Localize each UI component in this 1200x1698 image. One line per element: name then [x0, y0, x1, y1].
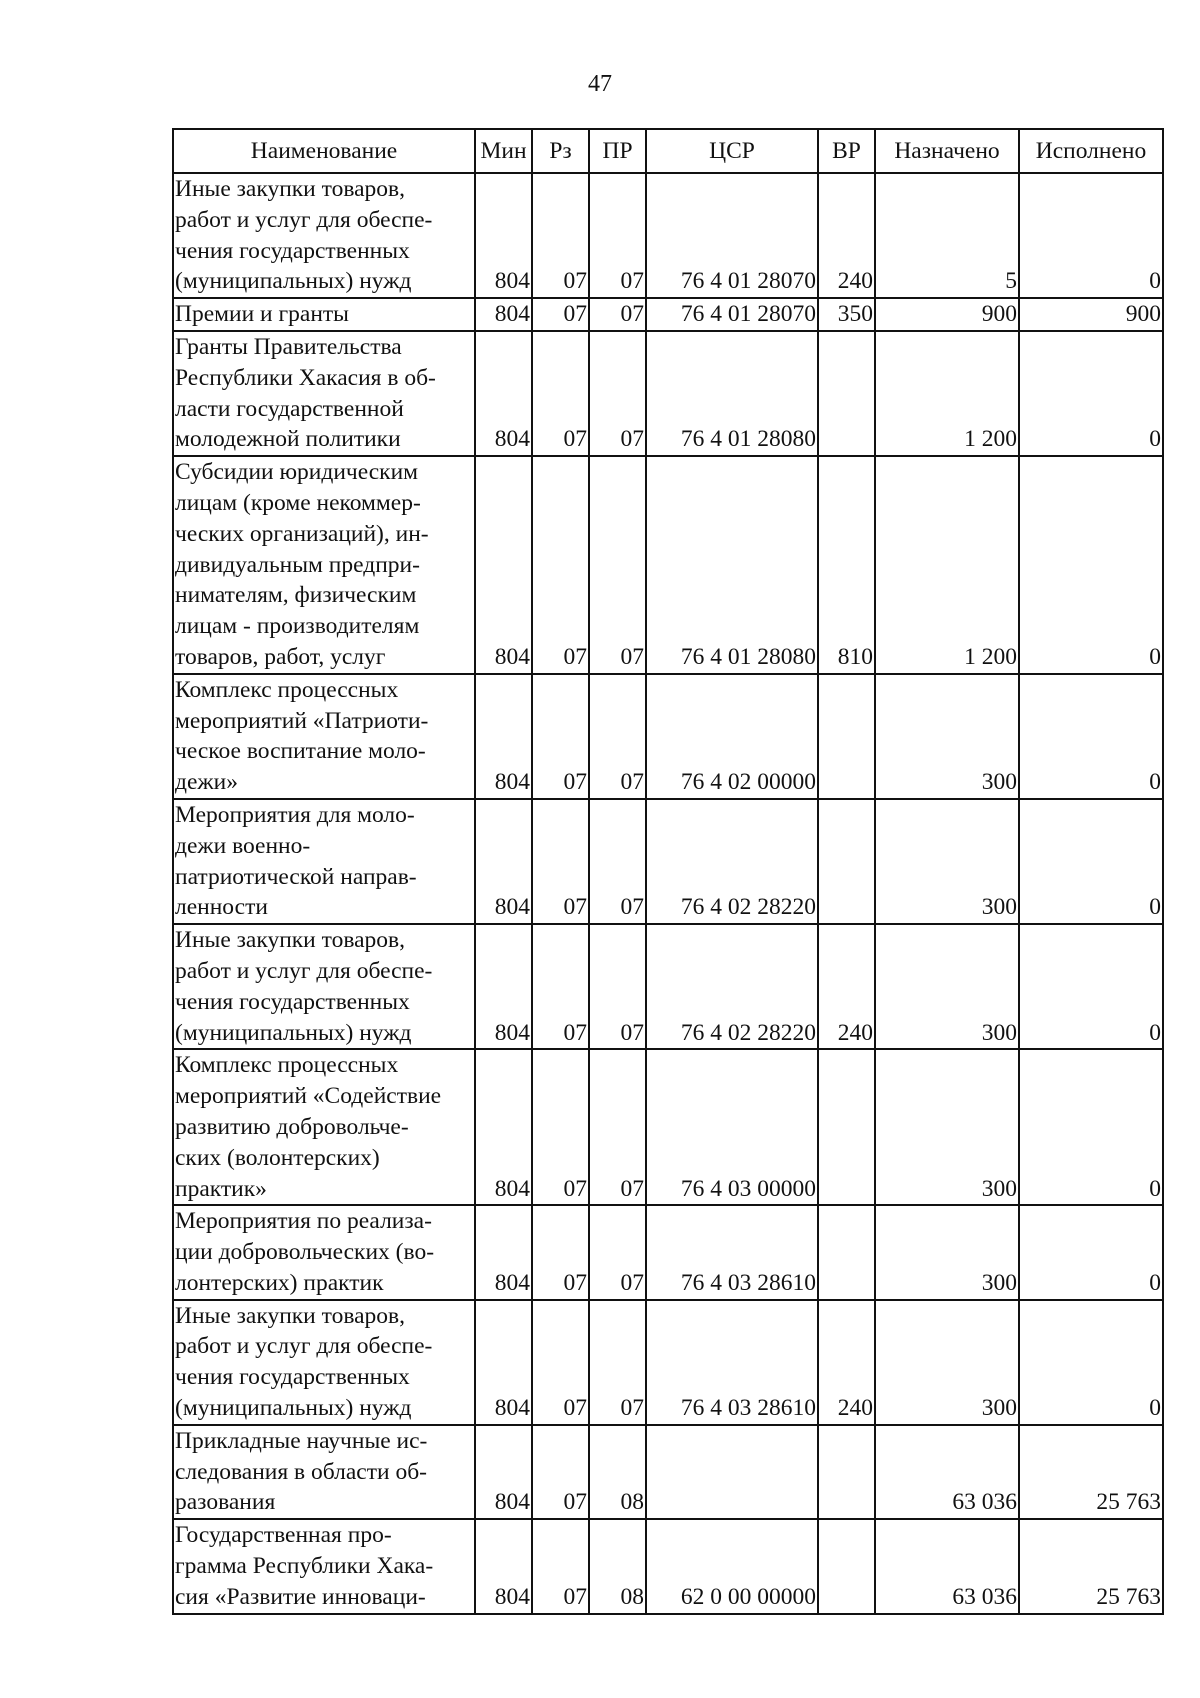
cell-executed: 0	[1019, 1300, 1163, 1425]
cell-vr: 240	[818, 924, 875, 1049]
cell-assigned: 300	[875, 924, 1019, 1049]
cell-pr: 07	[589, 799, 646, 924]
cell-executed: 0	[1019, 331, 1163, 456]
cell-min: 804	[475, 456, 532, 674]
cell-rz: 07	[532, 1300, 589, 1425]
cell-executed: 25 763	[1019, 1519, 1163, 1613]
table-row	[173, 1300, 1163, 1425]
cell-executed: 0	[1019, 674, 1163, 799]
cell-assigned: 300	[875, 1205, 1019, 1299]
cell-min: 804	[475, 799, 532, 924]
cell-min: 804	[475, 298, 532, 331]
cell-vr	[818, 674, 875, 799]
cell-csr: 76 4 02 28220	[646, 799, 818, 924]
cell-min: 804	[475, 1519, 532, 1613]
cell-executed: 0	[1019, 1205, 1163, 1299]
cell-min: 804	[475, 1300, 532, 1425]
cell-csr: 76 4 02 28220	[646, 924, 818, 1049]
cell-rz: 07	[532, 331, 589, 456]
cell-name: Мероприятия по реализа- ции добровольческих (во- лонтерских) практик	[173, 1205, 475, 1299]
cell-executed: 0	[1019, 799, 1163, 924]
cell-pr: 08	[589, 1425, 646, 1519]
cell-rz: 07	[532, 1425, 589, 1519]
cell-executed: 0	[1019, 456, 1163, 674]
cell-name: Премии и гранты	[173, 298, 475, 331]
cell-pr: 07	[589, 298, 646, 331]
table-row	[173, 674, 1163, 799]
table-row	[173, 1205, 1163, 1299]
cell-name: Гранты Правительства Республики Хакасия в об- ласти государственной молодежной политики	[173, 331, 475, 456]
cell-name: Субсидии юридическим лицам (кроме некоммер- ческих организаций), ин- дивидуальным предпри- нимателям, физическим лицам - производителям товаров, работ, услуг	[173, 456, 475, 674]
cell-csr: 76 4 01 28070	[646, 173, 818, 298]
header-csr: ЦСР	[646, 129, 818, 173]
cell-name: Мероприятия для моло- дежи военно- патриотической направ- ленности	[173, 799, 475, 924]
cell-rz: 07	[532, 456, 589, 674]
cell-assigned: 63 036	[875, 1425, 1019, 1519]
cell-min: 804	[475, 1425, 532, 1519]
table-row	[173, 1049, 1163, 1205]
header-pr: ПР	[589, 129, 646, 173]
cell-name: Иные закупки товаров, работ и услуг для обеспе- чения государственных (муниципальных) нужд	[173, 924, 475, 1049]
table-row	[173, 456, 1163, 674]
cell-pr: 07	[589, 331, 646, 456]
cell-name: Комплекс процессных мероприятий «Содействие развитию добровольче- ских (волонтерских) практик»	[173, 1049, 475, 1205]
cell-vr: 350	[818, 298, 875, 331]
cell-csr: 76 4 01 28070	[646, 298, 818, 331]
page-number: 47	[588, 71, 612, 97]
cell-executed: 25 763	[1019, 1425, 1163, 1519]
header-name: Наименование	[173, 129, 475, 173]
header-min: Мин	[475, 129, 532, 173]
table-row	[173, 799, 1163, 924]
header-rz: Рз	[532, 129, 589, 173]
header-assigned: Назначено	[875, 129, 1019, 173]
cell-executed: 0	[1019, 1049, 1163, 1205]
cell-rz: 07	[532, 298, 589, 331]
cell-pr: 07	[589, 674, 646, 799]
cell-vr	[818, 1205, 875, 1299]
cell-vr: 810	[818, 456, 875, 674]
cell-vr	[818, 1049, 875, 1205]
cell-csr: 76 4 03 28610	[646, 1300, 818, 1425]
table-row	[173, 924, 1163, 1049]
cell-executed: 0	[1019, 173, 1163, 298]
cell-min: 804	[475, 331, 532, 456]
table-header-row	[173, 129, 1163, 173]
cell-csr: 76 4 01 28080	[646, 456, 818, 674]
cell-pr: 07	[589, 173, 646, 298]
cell-min: 804	[475, 173, 532, 298]
cell-rz: 07	[532, 674, 589, 799]
cell-vr: 240	[818, 173, 875, 298]
cell-pr: 07	[589, 456, 646, 674]
table-row	[173, 331, 1163, 456]
cell-vr	[818, 1425, 875, 1519]
cell-rz: 07	[532, 1205, 589, 1299]
cell-pr: 07	[589, 1300, 646, 1425]
cell-csr: 76 4 03 28610	[646, 1205, 818, 1299]
cell-min: 804	[475, 1205, 532, 1299]
table-row	[173, 298, 1163, 331]
cell-assigned: 300	[875, 1049, 1019, 1205]
cell-pr: 07	[589, 924, 646, 1049]
cell-assigned: 5	[875, 173, 1019, 298]
cell-name: Комплекс процессных мероприятий «Патриоти- ческое воспитание моло- дежи»	[173, 674, 475, 799]
cell-csr	[646, 1425, 818, 1519]
cell-vr: 240	[818, 1300, 875, 1425]
header-executed: Исполнено	[1019, 129, 1163, 173]
cell-rz: 07	[532, 799, 589, 924]
cell-rz: 07	[532, 924, 589, 1049]
cell-vr	[818, 1519, 875, 1613]
cell-min: 804	[475, 924, 532, 1049]
cell-assigned: 1 200	[875, 331, 1019, 456]
table-body	[173, 173, 1163, 1614]
cell-pr: 08	[589, 1519, 646, 1613]
cell-rz: 07	[532, 173, 589, 298]
cell-name: Иные закупки товаров, работ и услуг для обеспе- чения государственных (муниципальных) нужд	[173, 1300, 475, 1425]
table-row	[173, 173, 1163, 298]
cell-executed: 900	[1019, 298, 1163, 331]
cell-assigned: 300	[875, 1300, 1019, 1425]
cell-assigned: 1 200	[875, 456, 1019, 674]
cell-rz: 07	[532, 1519, 589, 1613]
cell-vr	[818, 331, 875, 456]
cell-pr: 07	[589, 1205, 646, 1299]
cell-csr: 62 0 00 00000	[646, 1519, 818, 1613]
table-row	[173, 1425, 1163, 1519]
cell-name: Государственная про- грамма Республики Хака- сия «Развитие инноваци-	[173, 1519, 475, 1613]
cell-pr: 07	[589, 1049, 646, 1205]
cell-executed: 0	[1019, 924, 1163, 1049]
cell-assigned: 900	[875, 298, 1019, 331]
header-vr: ВР	[818, 129, 875, 173]
cell-assigned: 63 036	[875, 1519, 1019, 1613]
cell-assigned: 300	[875, 674, 1019, 799]
cell-csr: 76 4 01 28080	[646, 331, 818, 456]
cell-vr	[818, 799, 875, 924]
cell-assigned: 300	[875, 799, 1019, 924]
cell-name: Прикладные научные ис- следования в области об- разования	[173, 1425, 475, 1519]
table-row	[173, 1519, 1163, 1613]
cell-rz: 07	[532, 1049, 589, 1205]
cell-csr: 76 4 02 00000	[646, 674, 818, 799]
budget-table	[172, 128, 1164, 1615]
cell-csr: 76 4 03 00000	[646, 1049, 818, 1205]
cell-min: 804	[475, 1049, 532, 1205]
cell-min: 804	[475, 674, 532, 799]
cell-name: Иные закупки товаров, работ и услуг для обеспе- чения государственных (муниципальных) нужд	[173, 173, 475, 298]
